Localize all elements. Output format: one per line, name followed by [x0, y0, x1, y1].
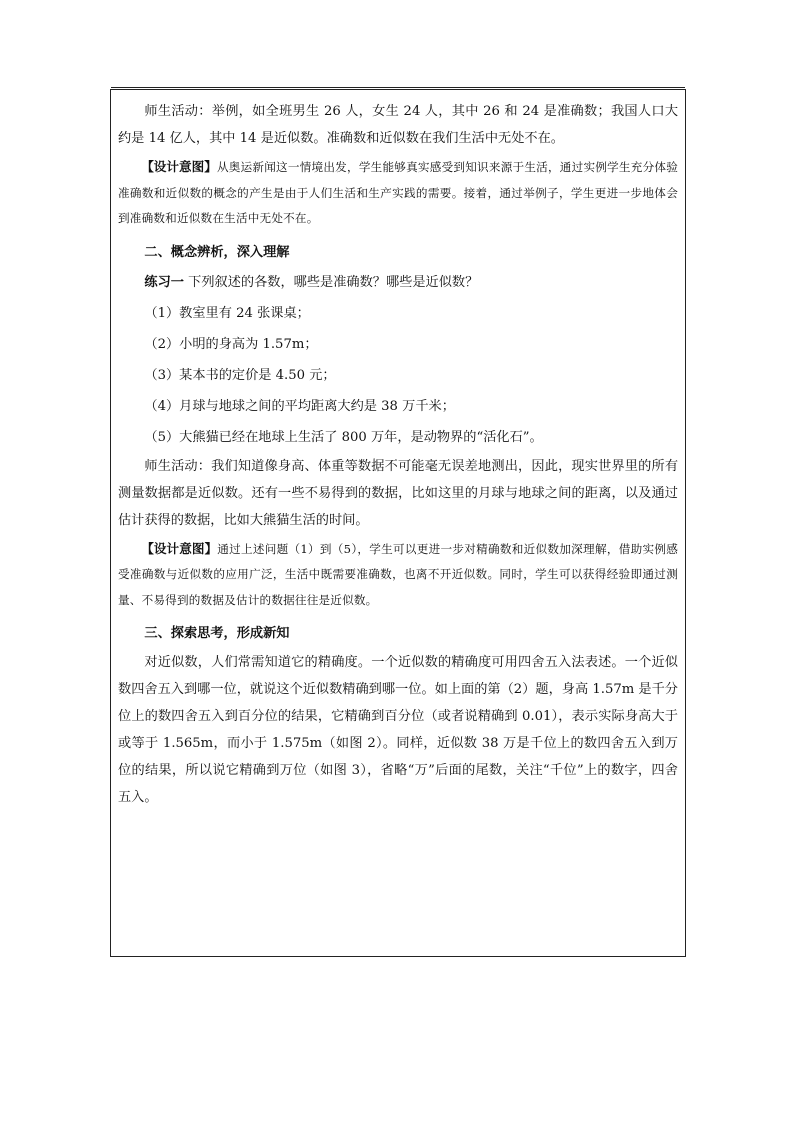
- teacher-activity-paragraph-1: [118, 98, 678, 152]
- lesson-content: [118, 98, 678, 811]
- design-intent-label: 【设计意图】: [141, 540, 218, 556]
- exercise-item-2: （2）小明的身高为 1.57m；: [144, 336, 318, 352]
- teacher-activity-label: 师生活动：: [144, 104, 212, 119]
- exercise-item-4: （4）月球与地球之间的平均距离大约是 38 万千米；: [144, 398, 455, 414]
- design-intent-text: 通过上述问题（1）到（5），学生可以更进一步对精确数和近似数加深理解，借助实例感受准确数与近似数的应用广泛，生活中既需要准确数，也离不开近似数。同时，学生可以获得经验即通过测量、不易得到的数据及估计的数据往往是近似数。: [118, 541, 678, 607]
- section-heading-2: 二、概念辨析，深入理解: [144, 244, 290, 260]
- exercise-item-3: （3）某本书的定价是 4.50 元；: [144, 367, 336, 383]
- exercise-item-1: （1）教室里有 24 张课桌；: [144, 305, 310, 321]
- lesson-table-cell: [110, 89, 686, 957]
- accuracy-paragraph: 对近似数，人们常需知道它的精确度。一个近似数的精确度可用四舍五入法表述。一个近似数四舍五入到哪一位，就说这个近似数精确到哪一位。如上面的第（2）题，身高 1.57m 是千分位上的数四舍五入到百分位的结果，它精确到百分位（或者说精确到 0.01），表示实际身高大于或等于 1.565m，而小于 1.575m（如图 2）。同样，近似数 38 万是千位上的数四舍五入到万位的结果，所以说它精确到万位（如图 3），省略“万”后面的尾数，关注“千位”上的数字，四舍五入。: [118, 655, 678, 805]
- design-intent-paragraph-1: [118, 154, 678, 232]
- exercise-label: 练习一: [144, 274, 184, 290]
- teacher-activity-text: 我们知道像身高、体重等数据不可能毫无误差地测出，因此，现实世界里的所有测量数据都是近似数。还有一些不易得到的数据，比如这里的月球与地球之间的距离，以及通过估计获得的数据，比如大熊猫生活的时间。: [118, 458, 679, 528]
- section-heading-3: 三、探索思考，形成新知: [144, 626, 290, 641]
- teacher-activity-text: 举例，如全班男生 26 人，女生 24 人，其中 26 和 24 是准确数；我国人口大约是 14 亿人，其中 14 是近似数。准确数和近似数在我们生活中无处不在。: [118, 104, 679, 146]
- exercise-prompt: [118, 268, 678, 298]
- teacher-activity-label: 师生活动：: [144, 458, 212, 474]
- design-intent-label: 【设计意图】: [141, 159, 217, 174]
- exercise-question: 下列叙述的各数，哪些是准确数？哪些是近似数？: [183, 274, 479, 290]
- design-intent-text: 从奥运新闻这一情境出发，学生能够真实感受到知识来源于生活，通过实例学生充分体验准确数和近似数的概念的产生是由于人们生活和生产实践的需要。接着，通过举例子，学生更进一步地体会到准确数和近似数在生活中无处不在。: [118, 160, 679, 225]
- exercise-item-5: （5）大熊猫已经在地球上生活了 800 万年，是动物界的“活化石”。: [144, 429, 543, 445]
- design-intent-paragraph-2: [118, 536, 678, 614]
- teacher-activity-paragraph-2: [118, 453, 678, 534]
